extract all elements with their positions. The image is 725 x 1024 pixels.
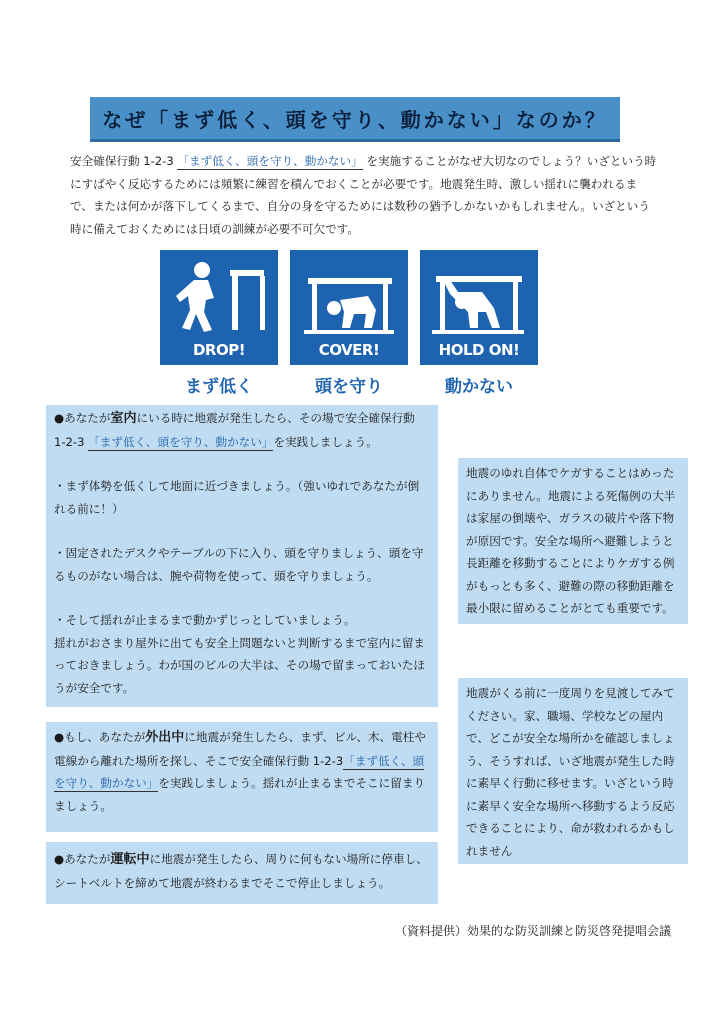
- side-panel-1-text: 地震のゆれ自体でケガすることはめったにありません。地震による死傷例の大半は家屋の倒壊や、ガラスの破片や落下物が原因です。安全な場所へ避難しようと長距離を移動することによりケガする例がもっとも多く、避難の際の移動距離を最小限に留めることがとても重要です。: [466, 466, 676, 615]
- cover-label: COVER!: [318, 341, 380, 359]
- drop-caption: まず低く: [185, 377, 253, 397]
- hold-on-caption: 動かない: [445, 377, 513, 397]
- indoor-panel: [46, 405, 438, 707]
- indoor-highlight: 「まず低く、頭を守り、動かない」: [88, 434, 274, 449]
- pictogram-row: [160, 250, 540, 395]
- page-title: なぜ「まず低く、頭を守り、動かない」なのか？: [90, 97, 620, 142]
- outdoor-highlight: 「まず低く、頭を守り、動かない」: [54, 753, 425, 790]
- indoor-lead: ●あなたが室内にいる時に地震が発生したら、その場で安全確保行動 1-2-3 「まず低く、頭を守り、動かない」を実践しましょう。: [54, 411, 415, 449]
- indoor-place: 室内: [110, 411, 137, 426]
- drop-pictogram: [160, 250, 278, 365]
- driving-panel: [46, 842, 438, 904]
- side-panel-2-text: 地震がくる前に一度周りを見渡してみてください。家、職場、学校などの屋内で、どこが安全な場所かを確認しましょう、そうすれば、いざ地震が発生した時に素早く行動に移せます。いざという時に素早く安全な場所へ移動するよう反応できることにより、命が救われるかもしれません: [466, 686, 675, 858]
- drop-label: DROP!: [192, 341, 246, 359]
- hold-on-pictogram: [420, 250, 538, 365]
- hold-on-label: HOLD ON!: [438, 341, 520, 359]
- intro-part2: を実施することがなぜ大切なのでしょう？いざという時にすばやく反応するためには頻繁に練習を積んでおくことが必要です。地震発生時、激しい揺れに襲われるまで、または何かが落下してくるまで、自分の身を守るためには数秒の猶予しかないかもしれません。いざという時に備えておくためには日頃の訓練が必要不可欠です。: [70, 154, 657, 236]
- drop-icon: [160, 250, 278, 340]
- outdoor-text: ●もし、あなたが外出中に地震が発生したら、まず、ビル、木、電柱や電線から離れた場所を探し、そこで安全確保行動 1-2-3「まず低く、頭を守り、動かない」を実践しましょう。揺れが止まるまでそこに留まりましょう。: [54, 730, 426, 813]
- outdoor-place: 外出中: [145, 730, 185, 745]
- outdoor-panel: [46, 722, 438, 832]
- intro-paragraph: [70, 150, 660, 240]
- source-credit: （資料提供）効果的な防災訓練と防災啓発提唱会議: [395, 924, 672, 938]
- indoor-bullet-3: ・そして揺れが止まるまで動かずじっとしていましょう。: [54, 613, 356, 627]
- cover-icon: [290, 250, 408, 340]
- indoor-bullet-1: ・まず体勢を低くして地面に近づきましょう。（強いゆれであなたが倒れる前に！）: [54, 479, 420, 516]
- driving-text: ●あなたが運転中に地震が発生したら、周りに何もない場所に停車し、シートベルトを締めて地震が終わるまでそこで停止しましょう。: [54, 852, 428, 890]
- side-panel-1: [458, 458, 688, 624]
- side-panel-2: [458, 678, 688, 864]
- cover-pictogram: [290, 250, 408, 365]
- intro-highlight: 「まず低く、頭を守り、動かない」: [177, 154, 363, 168]
- indoor-bullet-2: ・固定されたデスクやテーブルの下に入り、頭を守りましょう、頭を守るものがない場合は、腕や荷物を使って、頭を守りましょう。: [54, 546, 424, 583]
- intro-part1: 安全確保行動 1-2-3: [70, 154, 174, 168]
- indoor-bullet-3b: 揺れがおさまり屋外に出ても安全上問題ないと判断するまで室内に留まっておきましょう。わが国のビルの大半は、その場で留まっておいたほうが安全です。: [54, 635, 426, 695]
- cover-caption: 頭を守り: [315, 377, 383, 397]
- driving-place: 運転中: [110, 852, 150, 867]
- hold-on-icon: [420, 250, 538, 340]
